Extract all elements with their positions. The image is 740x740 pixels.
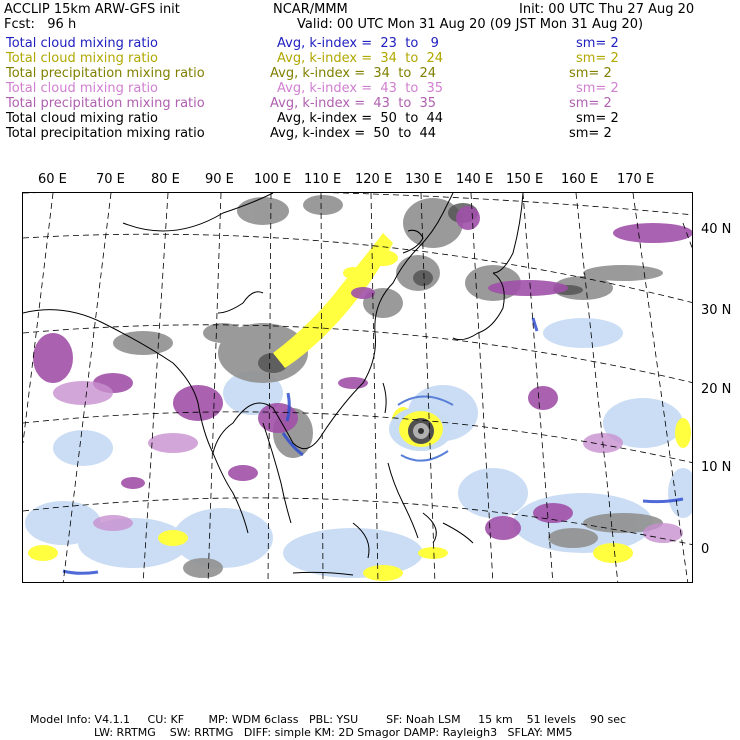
- field-line: [0, 66, 740, 81]
- map-plot: [23, 193, 693, 583]
- field-name: Total cloud mixing ratio: [6, 51, 159, 66]
- lat-label: 10 N: [701, 460, 732, 475]
- lat-label: 0: [701, 542, 710, 557]
- field-desc: Avg, k-index = 50 to 44: [270, 126, 437, 141]
- field-desc: Avg, k-index = 50 to 44: [277, 111, 444, 126]
- lon-label: 170 E: [617, 172, 655, 187]
- lat-label: 40 N: [701, 222, 732, 237]
- field-line: [0, 81, 740, 96]
- field-name: Total cloud mixing ratio: [6, 81, 159, 96]
- lon-label: 90 E: [205, 172, 234, 187]
- field-desc: Avg, k-index = 43 to 35: [270, 96, 437, 111]
- map-frame: [22, 192, 693, 583]
- lon-label: 120 E: [355, 172, 393, 187]
- field-sm: sm= 2: [576, 81, 619, 96]
- lon-label: 60 E: [38, 172, 67, 187]
- forecast-hour: Fcst: 96 h: [4, 17, 77, 32]
- lon-label: 100 E: [254, 172, 292, 187]
- field-line: [0, 36, 740, 51]
- field-name: Total cloud mixing ratio: [6, 36, 159, 51]
- lat-label: 30 N: [701, 303, 732, 318]
- model-info-line: Model Info: V4.1.1 CU: KF MP: WDM 6class PBL: YSU SF: Noah LSM 15 km 51 levels 90 sec: [30, 713, 627, 726]
- valid-time: Valid: 00 UTC Mon 31 Aug 20 (09 JST Mon 31 Aug 20): [297, 17, 644, 32]
- plot-title: ACCLIP 15km ARW-GFS init: [4, 2, 180, 17]
- field-desc: Avg, k-index = 34 to 24: [270, 66, 437, 81]
- lon-label: 160 E: [561, 172, 599, 187]
- field-name: Total precipitation mixing ratio: [6, 126, 205, 141]
- field-name: Total precipitation mixing ratio: [6, 66, 205, 81]
- field-sm: sm= 2: [576, 51, 619, 66]
- center-name: NCAR/MMM: [273, 2, 348, 17]
- field-sm: sm= 2: [569, 66, 612, 81]
- field-name: Total cloud mixing ratio: [6, 111, 159, 126]
- lon-label: 130 E: [405, 172, 443, 187]
- field-desc: Avg, k-index = 34 to 24: [277, 51, 444, 66]
- field-sm: sm= 2: [576, 111, 619, 126]
- field-name: Total precipitation mixing ratio: [6, 96, 205, 111]
- field-line: [0, 111, 740, 126]
- lon-label: 140 E: [456, 172, 494, 187]
- init-time: Init: 00 UTC Thu 27 Aug 20: [519, 2, 695, 17]
- field-sm: sm= 2: [569, 96, 612, 111]
- field-sm: sm= 2: [576, 36, 619, 51]
- lon-label: 70 E: [96, 172, 125, 187]
- lat-label: 20 N: [701, 382, 732, 397]
- field-sm: sm= 2: [569, 126, 612, 141]
- model-physics-line: LW: RRTMG SW: RRTMG DIFF: simple KM: 2D Smagor DAMP: Rayleigh3 SFLAY: MM5: [94, 726, 573, 739]
- lon-label: 110 E: [304, 172, 342, 187]
- field-desc: Avg, k-index = 23 to 9: [277, 36, 439, 51]
- field-line: [0, 96, 740, 111]
- purple-precip-field: [33, 206, 693, 540]
- lon-label: 150 E: [506, 172, 544, 187]
- field-line: [0, 51, 740, 66]
- lon-label: 80 E: [151, 172, 180, 187]
- field-desc: Avg, k-index = 43 to 35: [277, 81, 444, 96]
- field-line: [0, 126, 740, 141]
